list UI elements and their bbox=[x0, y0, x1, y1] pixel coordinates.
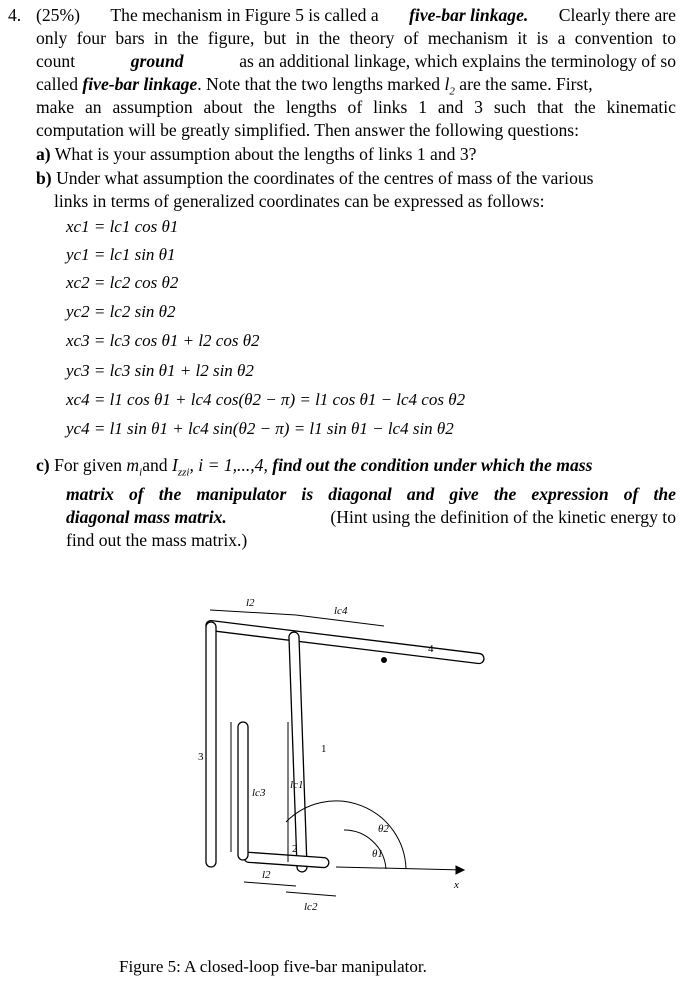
label-x-axis: x bbox=[454, 879, 459, 891]
question-weight: (25%) bbox=[36, 5, 80, 25]
term-five-bar-linkage: five-bar linkage. bbox=[409, 5, 529, 25]
question-text: are the same. First, bbox=[459, 74, 593, 94]
part-b bbox=[36, 167, 594, 189]
part-c-range: , i = 1,...,4, bbox=[189, 455, 268, 475]
label-l2-top: l2 bbox=[246, 597, 255, 609]
link-4-bar bbox=[205, 620, 484, 664]
question-line-5: make an assumption about the lengths of links 1 and 3 such that the kinematic bbox=[36, 97, 676, 117]
equation: yc3 = lc3 sin θ1 + l2 sin θ2 bbox=[66, 361, 254, 380]
dim-lc2 bbox=[286, 892, 336, 896]
part-c-emphasis-3: diagonal mass matrix. bbox=[66, 507, 227, 527]
symbol-mi bbox=[126, 455, 143, 479]
dim-l2-bottom bbox=[244, 882, 296, 886]
equation: yc1 = lc1 sin θ1 bbox=[66, 245, 176, 264]
symbol-m: m bbox=[126, 455, 140, 475]
part-c-line-3 bbox=[66, 506, 676, 528]
part-c-emphasis-1: find out the condition under which the mass bbox=[272, 455, 593, 475]
part-a-text: What is your assumption about the lengths of links 1 and 3? bbox=[54, 144, 477, 164]
part-a bbox=[36, 143, 476, 165]
link-3-bar bbox=[206, 622, 216, 867]
label-theta2: θ2 bbox=[378, 823, 389, 835]
question-text: . Note that the two lengths marked bbox=[197, 74, 441, 94]
question-line-6: computation will be greatly simplified. Then answer the following questions: bbox=[36, 120, 580, 140]
question-text: called bbox=[36, 74, 78, 94]
symbol-l: l bbox=[444, 74, 450, 94]
question-line-3 bbox=[36, 50, 676, 72]
part-c-line-1 bbox=[36, 454, 593, 479]
part-b-label: b) bbox=[36, 168, 52, 188]
label-link3: 3 bbox=[198, 751, 204, 763]
question-line-2: only four bars in the figure, but in the theory of mechanism it is a convention to bbox=[36, 28, 676, 48]
symbol-sub: i bbox=[139, 466, 143, 479]
part-c-line-4: find out the mass matrix.) bbox=[66, 530, 248, 550]
part-c-text: and bbox=[142, 455, 168, 475]
question-line-1 bbox=[36, 4, 676, 26]
equation: xc3 = lc3 cos θ1 + l2 cos θ2 bbox=[66, 331, 260, 350]
question-intro-1: The mechanism in Figure 5 is called a bbox=[110, 5, 379, 25]
symbol-sub: zzi bbox=[177, 466, 190, 479]
equation: xc2 = lc2 cos θ2 bbox=[66, 273, 179, 292]
part-c-label: c) bbox=[36, 455, 50, 475]
symbol-izz bbox=[172, 455, 190, 479]
symbol-l2 bbox=[444, 74, 455, 98]
question-line-4 bbox=[36, 73, 593, 98]
equation: xc4 = l1 cos θ1 + lc4 cos(θ2 − π) = l1 cos θ1 − lc4 cos θ2 bbox=[66, 390, 466, 409]
part-c-text: For given bbox=[54, 455, 123, 475]
dim-l2-top bbox=[210, 610, 296, 615]
label-lc2: lc2 bbox=[304, 901, 318, 913]
part-c-emphasis-2: matrix of the manipulator is diagonal and give the expression of the bbox=[66, 484, 676, 504]
label-link1: 1 bbox=[321, 743, 327, 755]
part-b-text-1: Under what assumption the coordinates of the centres of mass of the various bbox=[56, 168, 594, 188]
label-l2-bottom: l2 bbox=[262, 869, 271, 881]
label-theta1: θ1 bbox=[372, 848, 383, 860]
link-2-bar bbox=[244, 852, 329, 868]
question-intro-2: Clearly there are bbox=[558, 5, 676, 25]
question-text: as an additional linkage, which explains the terminology of so bbox=[239, 51, 676, 71]
symbol-I: I bbox=[172, 455, 178, 475]
com-dot bbox=[382, 658, 387, 663]
x-axis bbox=[336, 867, 464, 870]
label-link4: 4 bbox=[428, 643, 434, 655]
link-3-lower bbox=[238, 722, 248, 860]
five-bar-linkage-figure bbox=[196, 582, 486, 922]
term-ground: ground bbox=[130, 51, 184, 71]
figure-caption: Figure 5: A closed-loop five-bar manipulator. bbox=[119, 957, 427, 976]
equation: yc4 = l1 sin θ1 + lc4 sin(θ2 − π) = l1 sin θ1 − lc4 sin θ2 bbox=[66, 419, 454, 438]
label-link2: 2 bbox=[292, 843, 298, 855]
symbol-sub: 2 bbox=[449, 85, 455, 98]
label-lc4: lc4 bbox=[334, 605, 348, 617]
label-lc1: lc1 bbox=[290, 779, 304, 791]
equation: xc1 = lc1 cos θ1 bbox=[66, 217, 179, 236]
question-text: count bbox=[36, 51, 76, 71]
x-axis-arrow-icon bbox=[456, 866, 464, 874]
part-a-label: a) bbox=[36, 144, 51, 164]
part-b-text-2: links in terms of generalized coordinates can be expressed as follows: bbox=[54, 191, 545, 211]
term-five-bar-linkage-2: five-bar linkage bbox=[82, 74, 198, 94]
equation: yc2 = lc2 sin θ2 bbox=[66, 302, 176, 321]
link-1-bar bbox=[289, 632, 307, 872]
part-c-hint: (Hint using the definition of the kinetic energy to bbox=[330, 507, 676, 527]
question-number: 4. bbox=[8, 5, 22, 25]
label-lc3: lc3 bbox=[252, 787, 266, 799]
